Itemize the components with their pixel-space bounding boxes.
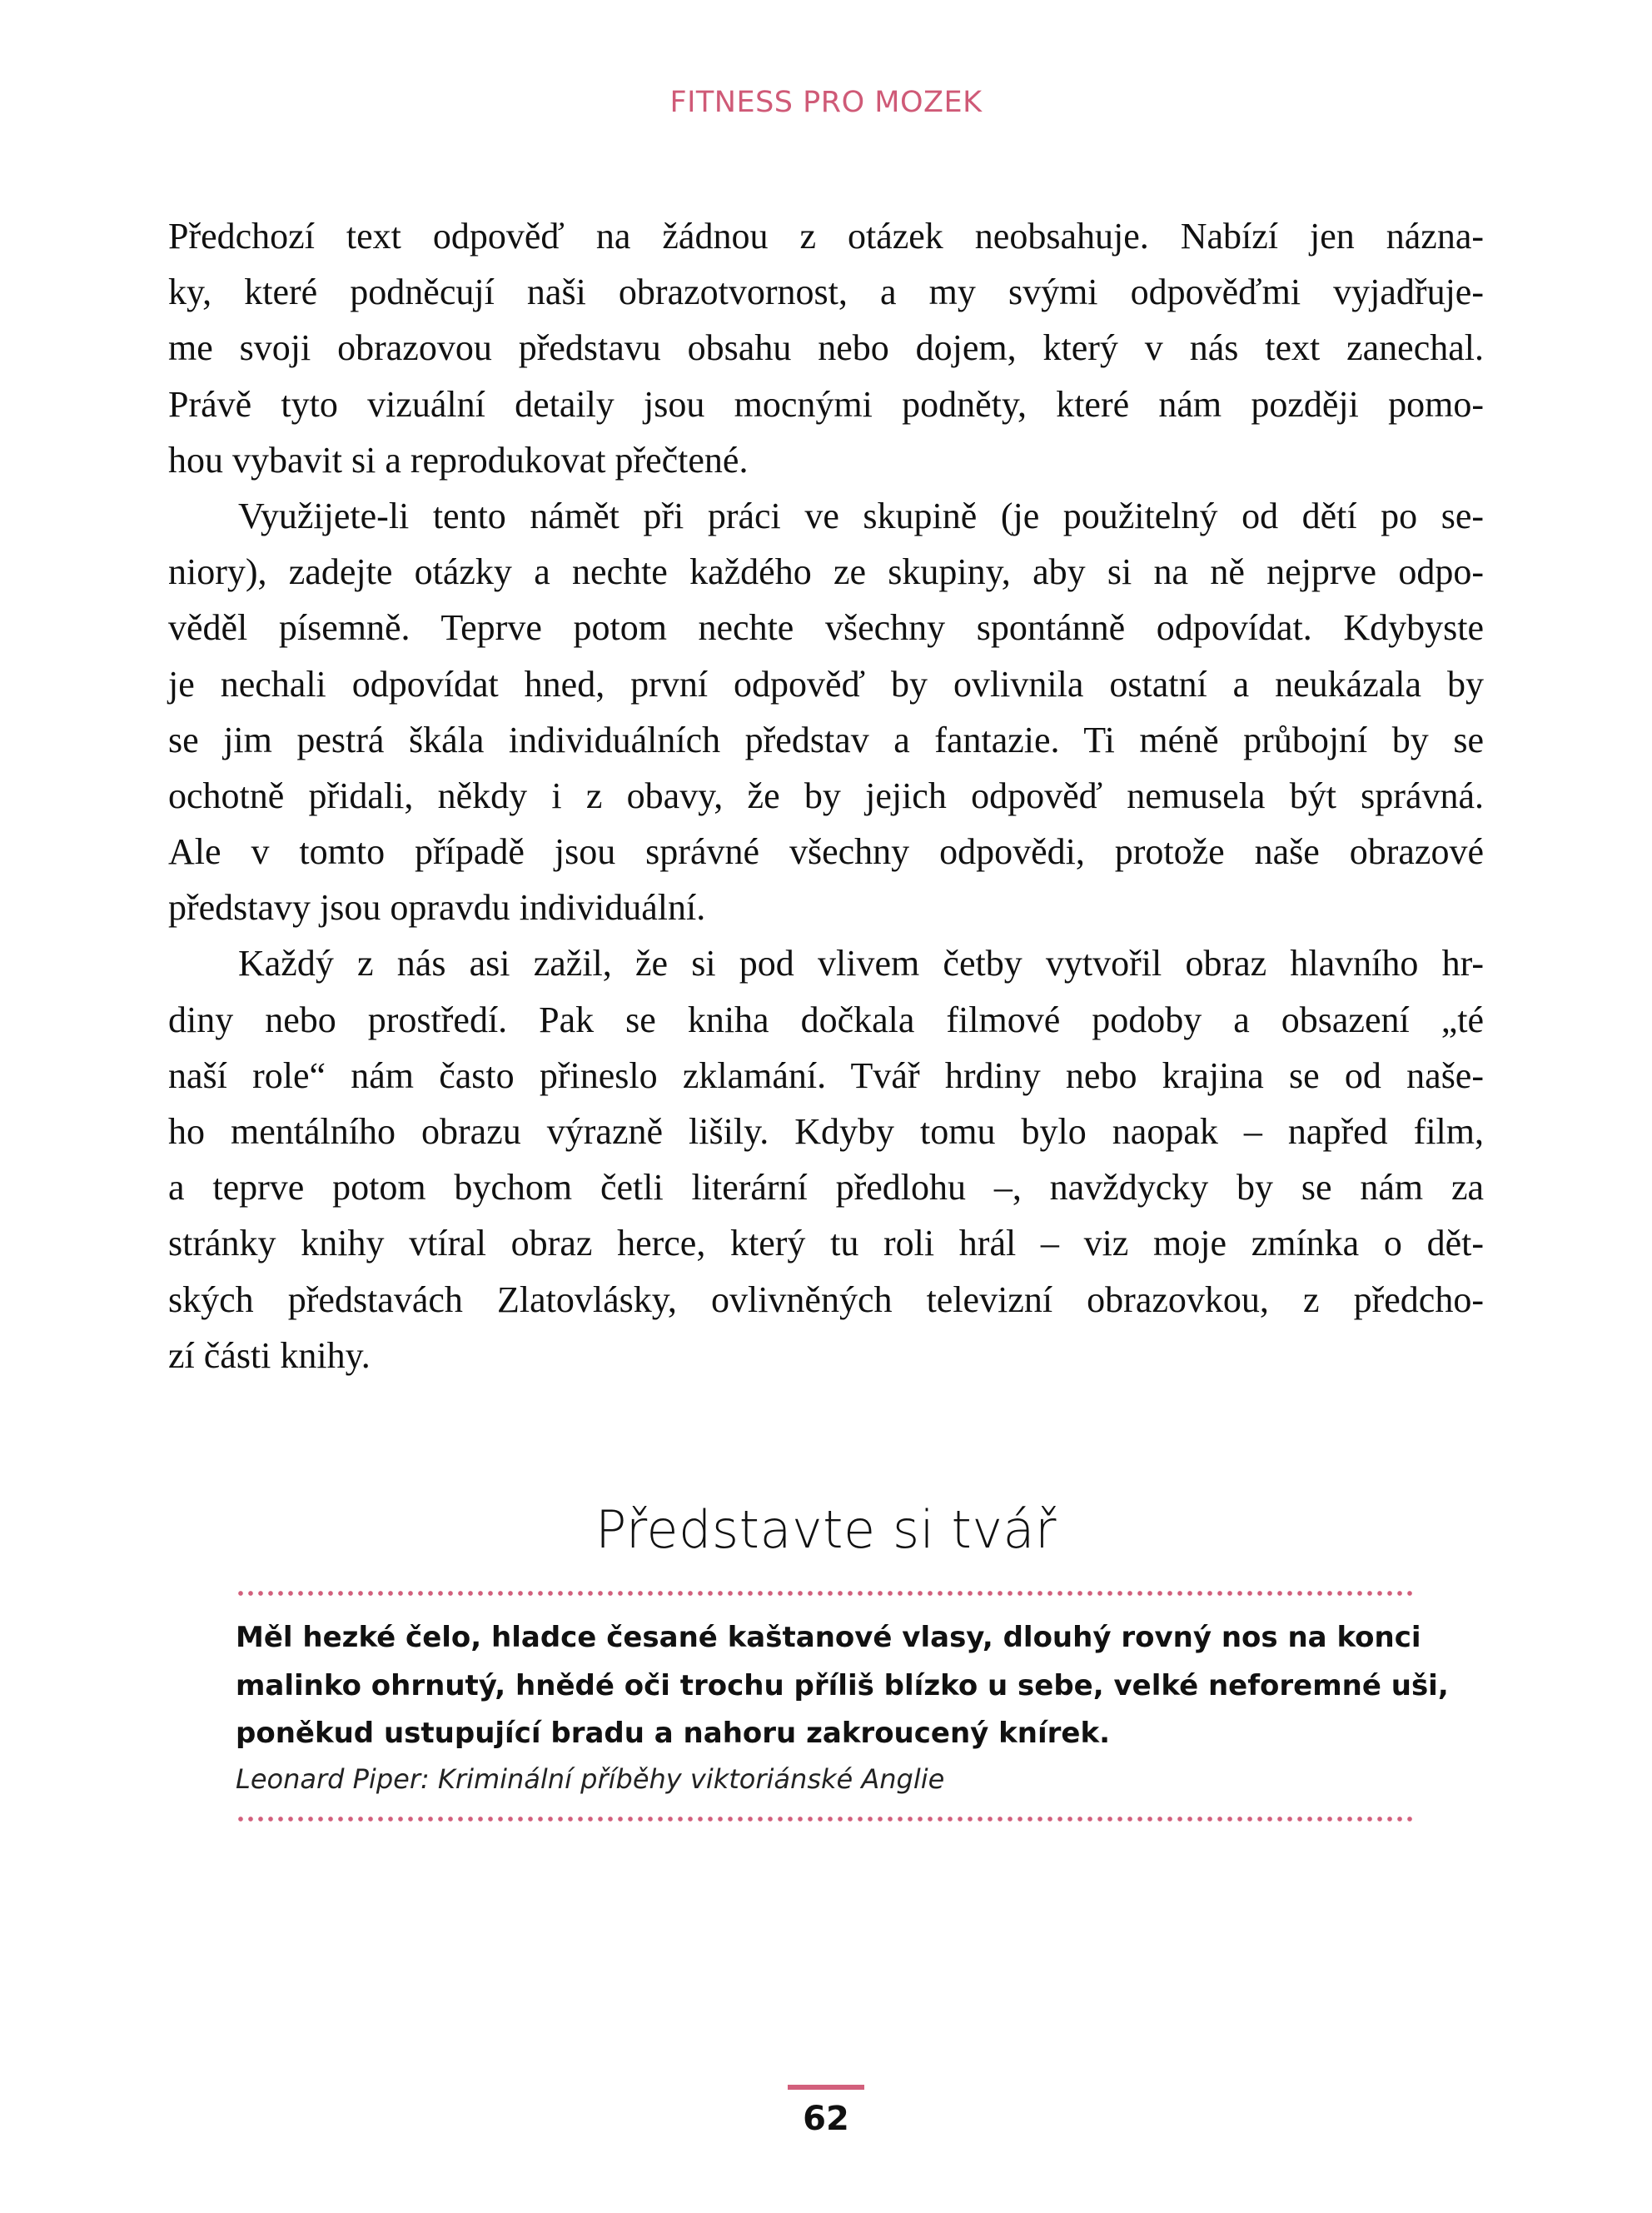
- text-line: ho mentálního obrazu výrazně lišily. Kdyby tomu bylo naopak – napřed film,: [168, 1111, 1484, 1152]
- text-line: naší role“ nám často přineslo zklamání. Tvář hrdiny nebo krajina se od naše-: [168, 1054, 1484, 1096]
- text-line: ky, které podněcují naši obrazotvornost, a my svými odpověďmi vyjadřuje-: [168, 272, 1484, 313]
- section-heading: Představte si tvář: [595, 1499, 1057, 1561]
- dotted-divider-bottom: [236, 1817, 1416, 1822]
- text-line: ských představách Zlatovlásky, ovlivněných televizní obrazovkou, z předcho-: [168, 1278, 1484, 1320]
- text-line: me svoji obrazovou představu obsahu nebo dojem, který v nás text zanechal.: [168, 327, 1484, 369]
- page-number: 62: [803, 2100, 849, 2138]
- body-text: [168, 208, 1484, 1383]
- quote-text: [236, 1614, 1449, 1758]
- text-line: představy jsou opravdu individuální.: [168, 887, 706, 929]
- text-line: diny nebo prostředí. Pak se kniha dočkala filmové podoby a obsazení „té: [168, 999, 1484, 1040]
- quote-box: [236, 1591, 1449, 1822]
- text-line: věděl písemně. Teprve potom nechte všechny spontánně odpovídat. Kdybyste: [168, 607, 1484, 649]
- paragraph-3: [168, 935, 1484, 1383]
- quote-attribution: Leonard Piper: Kriminální příběhy viktoriánské Anglie: [236, 1762, 945, 1795]
- quote-line: malinko ohrnutý, hnědé oči trochu příliš blízko u sebe, velké neforemné uši,: [236, 1668, 1449, 1702]
- text-line: je nechali odpovídat hned, první odpověď by ovlivnila ostatní a neukázala by: [168, 663, 1484, 705]
- text-line: niory), zadejte otázky a nechte každého ze skupiny, aby si na ně nejprve odpo-: [168, 551, 1484, 593]
- text-line: stránky knihy vtíral obraz herce, který tu roli hrál – viz moje zmínka o dět-: [168, 1223, 1484, 1264]
- running-header-title: FITNESS PRO MOZEK: [669, 86, 983, 119]
- paragraph-2: [168, 488, 1484, 936]
- text-line: a teprve potom bychom četli literární předlohu –, navždycky by se nám za: [168, 1167, 1484, 1209]
- quote-line: poněkud ustupující bradu a nahoru zakroucený knírek.: [236, 1717, 1110, 1750]
- text-line: Každý z nás asi zažil, že si pod vlivem četby vytvořil obraz hlavního hr-: [238, 943, 1484, 984]
- page-number-rule: [788, 2085, 864, 2090]
- dotted-divider-top: [236, 1591, 1416, 1596]
- paragraph-1: [168, 208, 1484, 488]
- text-line: Ale v tomto případě jsou správné všechny odpovědi, protože naše obrazové: [168, 831, 1484, 873]
- text-line: zí části knihy.: [168, 1334, 371, 1376]
- text-line: Právě tyto vizuální detaily jsou mocnými podněty, které nám později pomo-: [168, 383, 1484, 425]
- text-line: se jim pestrá škála individuálních představ a fantazie. Ti méně průbojní by se: [168, 719, 1484, 760]
- text-line: ochotně přidali, někdy i z obavy, že by jejich odpověď nemusela být správná.: [168, 775, 1484, 816]
- text-line: Předchozí text odpověď na žádnou z otázek neobsahuje. Nabízí jen názna-: [168, 216, 1484, 257]
- quote-line: Měl hezké čelo, hladce česané kaštanové vlasy, dlouhý rovný nos na konci: [236, 1621, 1421, 1654]
- page-footer: [0, 2085, 1652, 2138]
- text-line: hou vybavit si a reprodukovat přečtené.: [168, 439, 749, 481]
- text-line: Využijete-li tento námět při práci ve skupině (je použitelný od dětí po se-: [238, 495, 1484, 536]
